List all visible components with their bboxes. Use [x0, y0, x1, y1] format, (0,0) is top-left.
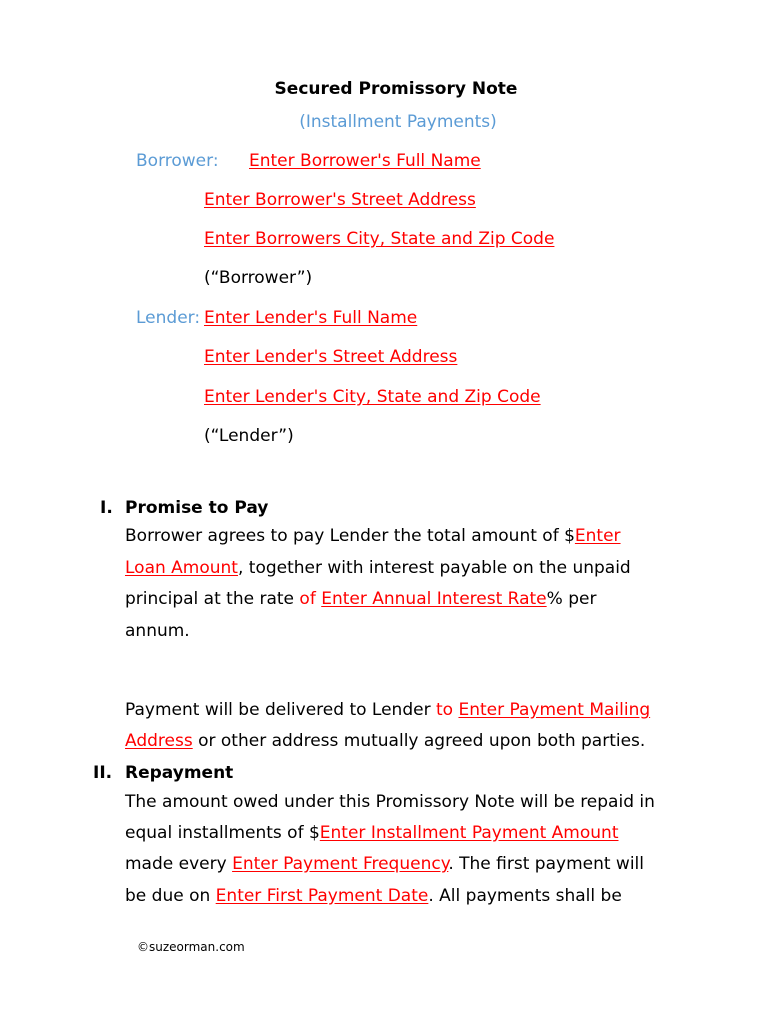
interest-rate-field[interactable]: Enter Annual Interest Rate	[321, 589, 547, 609]
lender-city-field[interactable]: Enter Lender's City, State and Zip Code	[204, 387, 541, 407]
section-1-line-5	[125, 700, 650, 720]
section-2-line-1: The amount owed under this Promissory Note will be repaid in	[125, 792, 655, 812]
section-1-line-3	[125, 589, 596, 609]
loan-amount-field[interactable]: Enter	[574, 526, 621, 546]
lender-label: Lender:	[136, 308, 201, 328]
paragraph-text-red: to	[435, 700, 459, 720]
payment-frequency-field[interactable]: Enter Payment Frequency	[232, 854, 449, 874]
paragraph-text: . The first payment will	[448, 854, 645, 874]
paragraph-text: principal at the rate	[125, 589, 300, 609]
section-1-line-4: annum.	[125, 621, 190, 641]
borrower-name-field[interactable]: Enter Borrower's Full Name	[249, 151, 481, 171]
paragraph-text: Payment will be delivered to Lender	[125, 700, 436, 720]
section-2-line-3	[125, 854, 644, 874]
lender-street-field[interactable]: Enter Lender's Street Address	[204, 347, 458, 367]
section-1-heading: Promise to Pay	[125, 498, 269, 518]
loan-amount-field-cont[interactable]: Loan Amount	[125, 558, 238, 578]
borrower-street-field[interactable]: Enter Borrower's Street Address	[204, 190, 476, 210]
paragraph-text: be due on	[125, 886, 216, 906]
section-1-numeral: I.	[100, 498, 113, 518]
paragraph-text: made every	[125, 854, 233, 874]
payment-address-field-cont[interactable]: Address	[125, 731, 193, 751]
paragraph-text: or other address mutually agreed upon both parties.	[192, 731, 646, 751]
lender-alias: (“Lender”)	[204, 426, 294, 446]
borrower-city-field[interactable]: Enter Borrowers City, State and Zip Code	[204, 229, 555, 249]
borrower-alias: (“Borrower”)	[204, 268, 313, 288]
lender-name-field[interactable]: Enter Lender's Full Name	[204, 308, 418, 328]
borrower-label: Borrower:	[136, 151, 219, 171]
paragraph-text: Borrower agrees to pay Lender the total amount of $	[125, 526, 575, 546]
section-2-line-2	[125, 823, 619, 843]
section-2-line-4	[125, 886, 622, 906]
payment-address-field[interactable]: Enter Payment Mailing	[458, 700, 651, 720]
paragraph-text: equal installments of $	[125, 823, 320, 843]
paragraph-text: % per	[546, 589, 597, 609]
document-title: Secured Promissory Note	[274, 79, 518, 99]
paragraph-text: , together with interest payable on the unpaid	[237, 558, 631, 578]
paragraph-text-red: of	[299, 589, 322, 609]
section-1-line-1	[125, 526, 621, 546]
document-subtitle: (Installment Payments)	[299, 112, 497, 132]
installment-amount-field[interactable]: Enter Installment Payment Amount	[319, 823, 619, 843]
section-1-line-2	[125, 558, 631, 578]
section-2-numeral: II.	[93, 763, 113, 783]
footer-copyright: ©suzeorman.com	[137, 940, 245, 954]
section-1-line-6	[125, 731, 645, 751]
paragraph-text: . All payments shall be	[428, 886, 622, 906]
section-2-heading: Repayment	[125, 763, 234, 783]
first-payment-date-field[interactable]: Enter First Payment Date	[215, 886, 429, 906]
